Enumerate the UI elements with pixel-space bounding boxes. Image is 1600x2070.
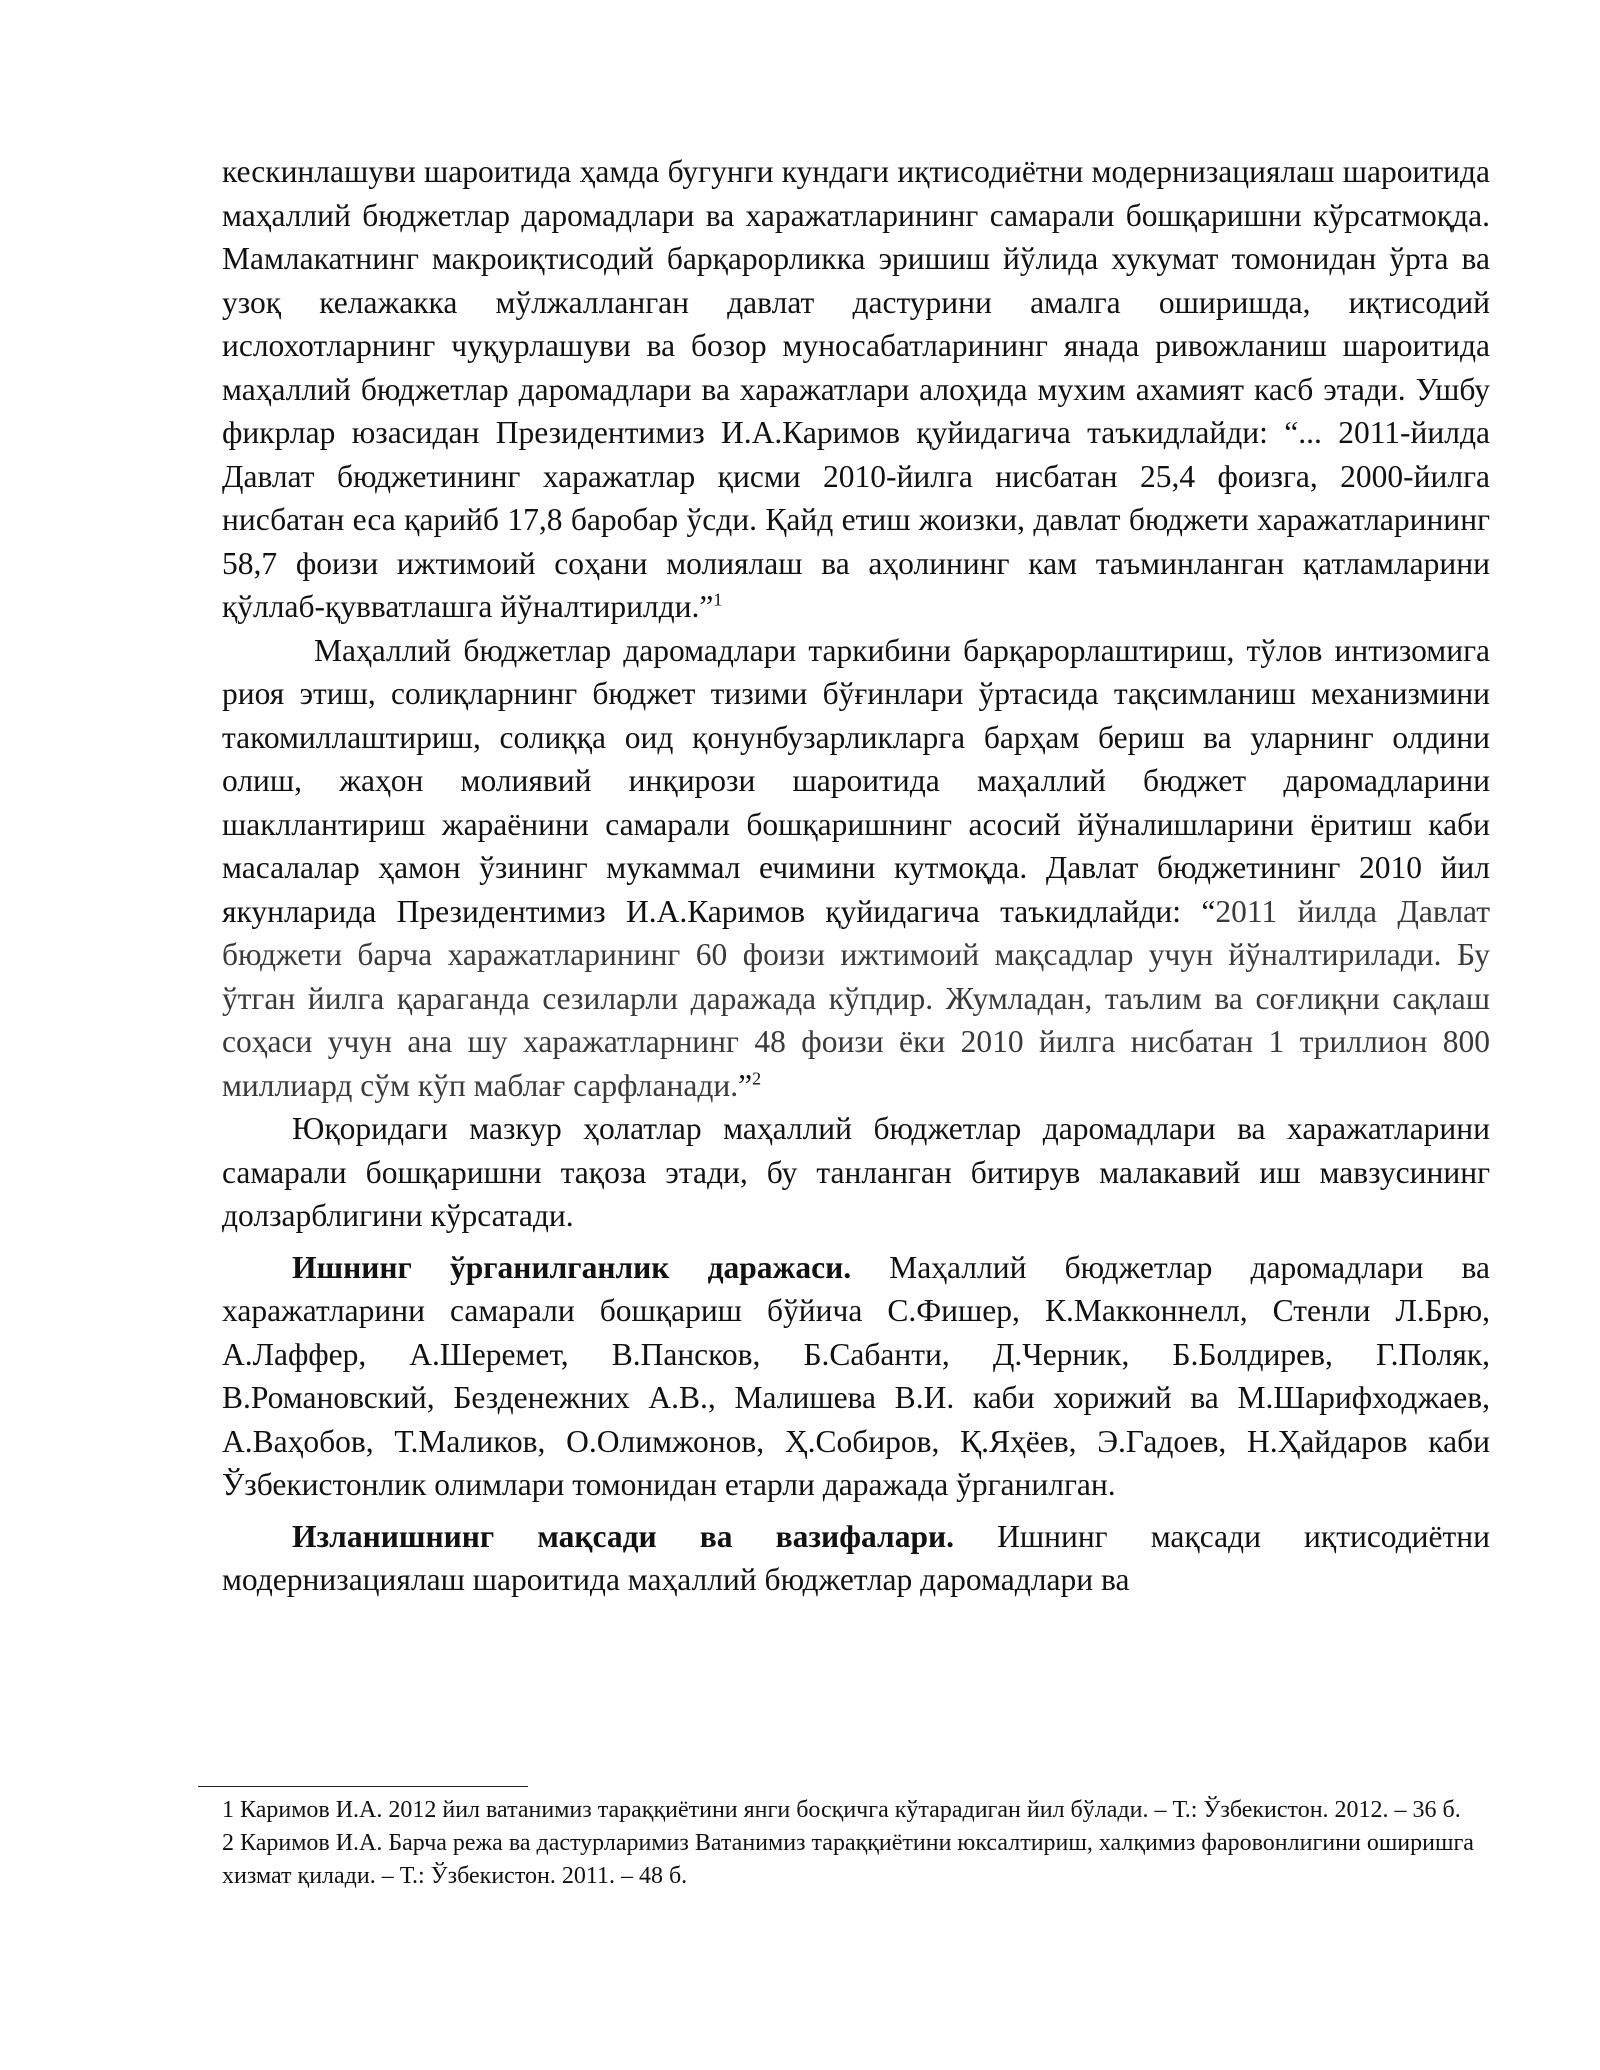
paragraph-4 <box>222 1246 1490 1507</box>
document-body <box>222 150 1490 1602</box>
footnote-ref-1[interactable]: 1 <box>713 589 723 610</box>
footnote-1: 1 Каримов И.А. 2012 йил ватанимиз тараққиётини янги босқичга кўтарадиган йил бўлади. – Т.: Ўзбекистон. 2012. – 36 б. <box>222 1797 1461 1823</box>
paragraph-3: Юқоридаги мазкур ҳолатлар маҳаллий бюджетлар даромадлари ва харажатларини самарали бошқаришни тақоза этади, бу танланган битирув малакавий иш мавзусининг долзарблигини кўрсатади. <box>222 1111 1490 1233</box>
footnote-ref-2[interactable]: 2 <box>752 1068 762 1088</box>
section-heading-goals: Изланишнинг мақсади ва вазифалари. <box>292 1518 954 1554</box>
paragraph-4-text: Маҳаллий бюджетлар даромадлари ва харажатларини самарали бошқариш бўйича С.Фишер, К.Макконнелл, Стенли Л.Брю, А.Лаффер, А.Шеремет, В.Пансков, Б.Сабанти, Д.Черник, Б.Болдирев, Г.Поляк, В.Романовский, Безденежних А.В., Малишева В.И. каби хорижий ва М.Шарифходжаев, А.Ваҳобов, Т.Маликов, О.Олимжонов, Ҳ.Собиров, Қ.Яҳёев, Э.Гадоев, Н.Ҳайдаров каби Ўзбекистонлик олимлари томонидан етарли даражада ўрганилган. <box>222 1249 1490 1502</box>
paragraph-2-quote-close: ” <box>738 1067 753 1103</box>
footnote-separator <box>198 1786 528 1787</box>
paragraph-2-text: Маҳаллий бюджетлар даромадлари таркибини барқарорлаштириш, тўлов интизомига риоя этиш, солиқларнинг бюджет тизими бўғинлари ўртасида тақсимланиш механизмини такомиллаштириш, солиққа оид қонунбузарликларга барҳам бериш ва уларнинг олдини олиш, жаҳон молиявий инқирози шароитида маҳаллий бюджет даромадларини шакллантириш жараёнини самарали бошқаришнинг асосий йўналишларини ёритиш каби масалалар ҳамон ўзининг мукаммал ечимини кутмоқда. Давлат бюджетининг 2010 йил якунларида Президентимиз И.А.Каримов қуйидагича таъкидлайди: “ <box>222 632 1490 929</box>
paragraph-1-text: кескинлашуви шароитида ҳамда бугунги кундаги иқтисодиётни модернизациялаш шароитида маҳаллий бюджетлар даромадлари ва харажатларининг самарали бошқаришни кўрсатмоқда. Мамлакатнинг макроиқтисодий барқарорликка эришиш йўлида хукумат томонидан ўрта ва узоқ келажакка мўлжалланган давлат дастурини амалга оширишда, иқтисодий ислохотларнинг чуқурлашуви ва бозор муносабатларининг янада ривожланиш шароитида маҳаллий бюджетлар даромадлари ва харажатлари алоҳида мухим ахамият касб этади. Ушбу фикрлар юзасидан Президентимиз И.А.Каримов қуйидагича таъкидлайди: “... 2011-йилда Давлат бюджетининг харажатлар қисми 2010-йилга нисбатан 25,4 фоизга, 2000-йилга нисбатан еса қарийб 17,8 баробар ўсди. Қайд етиш жоизки, давлат бюджети харажатларининг 58,7 фоизи ижтимоий соҳани молиялаш ва аҳолининг кам таъминланган қатламларини қўллаб-қувватлашга йўналтирилди.” <box>222 154 1490 624</box>
paragraph-2-quote: 2011 йилда Давлат бюджети барча харажатларининг 60 фоизи ижтимоий мақсадлар учун йўналтирилади. Бу ўтган йилга қараганда сезиларли даражада кўпдир. Жумладан, таълим ва соғлиқни сақлаш соҳаси учун ана шу харажатларнинг 48 фоизи ёки 2010 йилга нисбатан 1 триллион 800 миллиард сўм кўп маблағ сарфланади. <box>222 893 1490 1103</box>
section-heading-study-level: Ишнинг ўрганилганлик даражаси. <box>292 1249 852 1285</box>
paragraph-1 <box>222 150 1490 629</box>
paragraph-5 <box>222 1515 1490 1602</box>
paragraph-2 <box>222 629 1490 1108</box>
footnotes <box>222 1794 1492 1893</box>
paragraph-5-text: Ишнинг мақсади иқтисодиётни модернизациялаш шароитида маҳаллий бюджетлар даромадлари ва <box>222 1518 1490 1597</box>
footnote-2: 2 Каримов И.А. Барча режа ва дастурларимиз Ватанимиз тараққиётини юксалтириш, халқимиз фаровонлигини оширишга хизмат қилади. – Т.: Ўзбекистон. 2011. – 48 б. <box>222 1830 1474 1889</box>
